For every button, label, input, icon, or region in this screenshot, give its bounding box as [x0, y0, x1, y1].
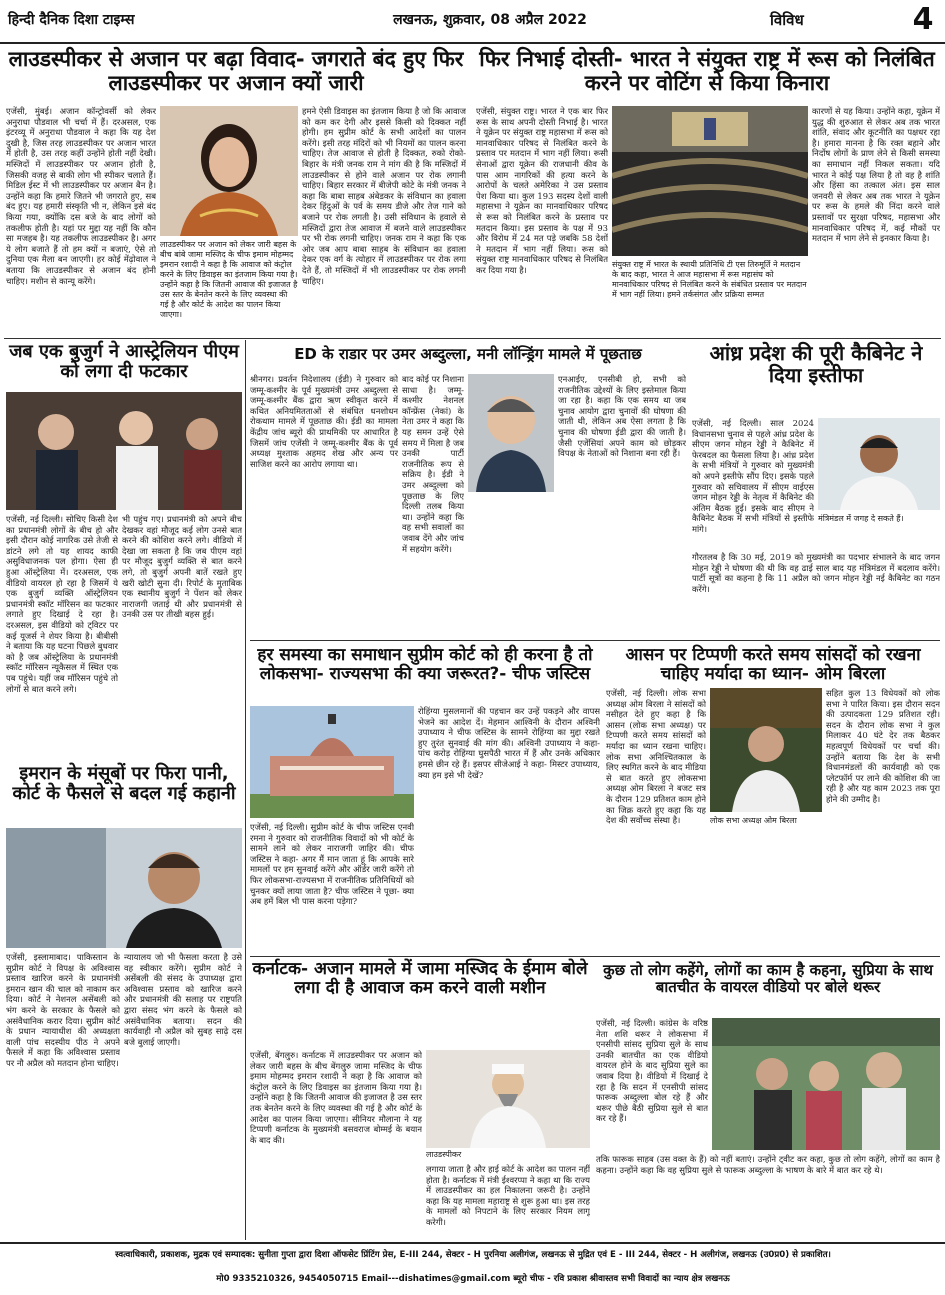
masjid-body-right: लगाया जाता है और हाई कोर्ट के आदेश का पालन नहीं होता है। कर्नाटक में मंत्री ईश्वरप्पा ने कहा था कि राज्य में लाउडस्पीकर का हल निकालना जरूरी है। उन्होंने कहा कि यह मामला महाराष्ट्र से शुरू हुआ था। इस तरह के मामलों को निपटाने के लिए सरकार नियम लागू करेगी।	[426, 1164, 590, 1227]
section-name: विविध	[770, 11, 804, 29]
divider	[245, 340, 246, 1240]
tharoor-body: एजेंसी, नई दिल्ली। कांग्रेस के वरिष्ठ नेता शशि थरूर ने लोकसभा में एनसीपी सांसद सुप्रिया सुले के साथ उनकी बातचीत का एक वीडियो वायरल होने के बाद सुप्रिया सुले का जवाब दिया है। वीडियो में दिखाई दे रहा है कि सदन में एनसीपी सांसद फारूक अब्दुल्ला बोल रहे हैं और थरूर पीछे बैठी सुप्रिया सुले से बात कर रहे हैं।	[596, 1018, 708, 1124]
divider	[250, 956, 940, 957]
tharoor-headline: कुछ तो लोग कहेंगे, लोगों का काम है कहना, सुप्रिया के साथ बातचीत के वायरल वीडियो पर बोले थरूर	[603, 961, 933, 996]
paper-name: हिन्दी दैनिक दिशा टाइम्स	[8, 12, 135, 28]
birla-body-right: सहित कुल 13 विधेयकों को लोक सभा ने पारित किया। इस दौरान सदन की उत्पादकता 129 प्रतिशत रही। सदन के दौरान लोक सभा ने कुल मिलाकर 40 घंटे देर तक बैठकर महत्वपूर्ण विधेयकों पर चर्चा की। उन्होंने बताया कि देश के सभी विधानमंडलों की कार्यवाही को एक प्लेटफॉर्म पर लाने की कोशिश की जा रही है और यह काम 2023 तक पूरा होने की उम्मीद है।	[826, 688, 940, 804]
omar-headline: ED के राडार पर उमर अब्दुल्ला, मनी लॉन्ड्रिंग मामले में पूछताछ	[294, 345, 642, 363]
dateline: लखनऊ, शुक्रवार, 08 अप्रैल 2022	[393, 12, 587, 28]
birla-headline: आसन पर टिप्पणी करते समय सांसदों को रखना चाहिए मर्यादा का ध्यान- ओम बिरला	[625, 645, 921, 685]
elderly-body-right: भी पहुंच गए। प्रधानमंत्री को अपने बीच देखकर वहां मौजूद कई लोग उनसे बात करने की कोशिश करने लगे। वीडियो में देखा जा सकता है कि जब पीएम वहां पर मौजूद बुजुर्ग व्यक्ति से बात करने लगे, तो बुजुर्ग अपनी बातें रखते हुए खरी खोटी सुना दी। रिपोर्ट के मुताबिक एक स्थानीय बुजुर्ग ने पेंशन को लेकर नाराजगी जताई थी और प्रधानमंत्री से उनकी उस पर तीखी बहस हुई।	[122, 514, 242, 620]
andhra-body: एजेंसी, नई दिल्ली। साल 2024 विधानसभा चुनाव से पहले आंध्र प्रदेश के सीएम जगन मोहन रेड्डी ने कैबिनेट में फेरबदल का फैसला लिया है। आंध्र प्रदेश के सभी मंत्रियों ने गुरुवार को मुख्यमंत्री को अपने इस्तीफे सौंप दिए। इसके पहले गुरुवार को सचिवालय में सीएम वाईएस जगन मोहन रेड्डी के नेतृत्व में कैबिनेट की अंतिम बैठक हुई। इसके बाद सीएम ने कैबिनेट बैठक में सभी मंत्रियों से इस्तीफे मांगे।	[692, 418, 814, 534]
un-headline: फिर निभाई दोस्ती- भारत ने संयुक्त राष्ट्र में रूस को निलंबित करने पर वोटिंग से किया किनारा	[479, 47, 935, 95]
tharoor-video-photo	[712, 1018, 940, 1150]
un-body-right: कारणों से यह किया। उन्होंने कहा, यूक्रेन में युद्ध की शुरुआत से लेकर अब तक भारत शांति, संवाद और कूटनीति का पक्षधर रहा है। हमारा मानना है कि रक्त बहाने और निर्दोष लोगों के प्राण लेने से किसी समस्या का समाधान नहीं निकल सकता। यदि भारत ने कोई पक्ष लिया है तो वह है शांति और हिंसा का तत्काल अंत। इस साल जनवरी से लेकर अब तक भारत ने यूक्रेन पर रूस के हमले की निंदा करने वाले प्रस्तावों पर सुरक्षा परिषद, महासभा और मानवाधिकार परिषद में, कई मौकों पर मतदान में भाग लेने से इनकार किया है।	[812, 106, 940, 244]
jagan-photo	[818, 418, 940, 510]
footer-imprint	[0, 1242, 945, 1295]
imran-photo	[6, 828, 242, 948]
andhra-caption: मंत्रिमंडल में जगह दे सकते हैं।	[818, 514, 904, 523]
imran-body-left: एजेंसी, इस्लामाबाद। पाकिस्तान के सुप्रीम कोर्ट ने विपक्ष के अविश्वास प्रस्ताव खारिज करने के प्रधानमंत्री इमरान खान की चाल को नाकाम कर दिया। कोर्ट ने नेशनल असेंबली को भंग करने के सरकार के फैसले को असंवैधानिक करार दिया। सुप्रीम कोर्ट के प्रधान न्यायाधीश की अध्यक्षता वाली पांच सदस्यीय पीठ ने अपने फैसले में कहा कि अविश्वास प्रस्ताव पर नौ अप्रैल को मतदान होना चाहिए।	[6, 952, 120, 1068]
loudspeaker-caption: लाउडस्पीकर पर अजान को लेकर जारी बहस के बीच बांबे जामा मस्जिद के चीफ इमाम मोहम्मद इमरान रशादी ने कहा है कि आवाज को कंट्रोल करने के लिए डिवाइस का इंतजाम किया गया है। उन्होंने कहा है कि जितनी आवाज की इजाजत है उस स्तर के बेनतेन करने के लिए व्यवस्था की गई है और कोर्ट के आदेश का पालन किया जाएगा।	[160, 240, 298, 319]
imprint-line: स्वत्वाधिकारी, प्रकाशक, मुद्रक एवं सम्पादक: सुनीता गुप्ता द्वारा दिशा ऑफसेट प्रिंटिंग प्रेस, E-III 244, सेक्टर - H पुरनिया अलीगंज, लखनऊ से मुद्रित एवं E - III 244, सेक्टर - H अलीगंज, लखनऊ (उ0प्र0) से प्रकाशित।	[115, 1250, 831, 1260]
andhra-body-bottom: गौरतलब है कि 30 मई, 2019 को मुख्यमंत्री का पदभार संभालने के बाद जगन मोहन रेड्डी ने घोषणा की थी कि वह ढाई साल बाद यह मंत्रिमंडल में बदलाव करेंगे। पार्टी सूत्रों का कहना है कि 11 अप्रैल को जगन मोहन रेड्डी नई कैबिनेट का गठन करेंगे।	[692, 552, 940, 594]
imam-photo	[426, 1050, 590, 1148]
elderly-body-left: एजेंसी, नई दिल्ली। सोचिए किसी देश का प्रधानमंत्री लोगों के बीच हो और इसी दौरान कोई नागरिक उसे तेजी से डांटने लगे तो यह शायद काफी असुविधाजनक पल होगा। ऐसा ही हुआ ऑस्ट्रेलिया में। दरअसल, एक वीडियो वायरल हो रहा है जिसमें ये एक बुजुर्ग व्यक्ति ऑस्ट्रेलियन प्रधानमंत्री स्कॉट मॉरिसन का फटकार लगाते हुए दिखाई दे रहा है। दरअसल, इस वीडियो को ट्विटर पर कई यूजर्स ने शेयर किया है। बीबीसी ने बताया कि यह घटना पिछले बुधवार को है जब ऑस्ट्रेलिया के प्रधानमंत्री स्कॉट मॉरिसन न्यूकैसल में स्थित एक पब पहुंचे। यहीं जब मॉरिसन पहुंचे तो लोगों से बात करने लगे।	[6, 514, 118, 694]
birla-body-left: एजेंसी, नई दिल्ली। लोक सभा अध्यक्ष ओम बिरला ने सांसदों को नसीहत देते हुए कहा है कि आसन (लोक सभा अध्यक्ष) पर टिप्पणी करते समय सांसदों को मर्यादा का ध्यान रखना चाहिए। लोक सभा अनिश्चितकाल के लिए स्थगित करने के बाद मीडिया से बात करते हुए लोकसभा अध्यक्ष ओम बिरला ने बजट सत्र के दौरान 129 प्रतिशत काम होने का जिक्र करते हुए कहा कि यह देश की सर्वोच्च संस्था है।	[606, 688, 706, 826]
sc-body-right: रोहिंग्या मुसलमानों की पहचान कर उन्हें पकड़ने और वापस भेजने का आदेश दें। मेहमान आश्विनी के दौरान अश्विनी उपाध्याय ने चीफ जस्टिस के सामने रोहिंग्या का मुद्दा रखते हुए तुरंत सुनवाई की मांग की। अश्विनी उपाध्याय ने कहा- पांच करोड़ रोहिंग्या घुसपैठी भारत में हैं और उनके अधिकार हमसे छीन रहे हैं। इसपर सीजेआई ने कहा- मिस्टर उपाध्याय, क्या हम इसे भी देखें?	[418, 706, 600, 780]
anuradha-photo	[160, 106, 298, 236]
birla-caption: लोक सभा अध्यक्ष ओम बिरला	[710, 816, 797, 825]
divider	[250, 640, 940, 641]
contact-line: मो0 9335210326, 9454050715 Email---dishatimes@gmail.com ब्यूरो चीफ - रवि प्रकाश श्रीवास्तव सभी विवादों का न्याय क्षेत्र लखनऊ	[216, 1274, 730, 1284]
un-body-left: एजेंसी, संयुक्त राष्ट्र। भारत ने एक बार फिर रूस के साथ अपनी दोस्ती निभाई है। भारत ने यूक्रेन पर संयुक्त राष्ट्र महासभा में रूस को मानवाधिकार परिषद से निलंबित करने के प्रस्ताव पर मतदान में भाग नहीं लिया। रूसी सेनाओं द्वारा यूक्रेन की राजधानी कीव के पास आम नागरिकों की हत्या करने के आरोपों के चलते अमेरिका ने उस प्रस्ताव पेश किया था। कुल 193 सदस्य देशों वाली महासभा ने यूक्रेन का मानवाधिकार परिषद से रूस को निलंबित करने के प्रस्ताव पर मतदान किया। इस प्रस्ताव के पक्ष में 93 और विरोध में 24 मत पड़े जबकि 58 देशों ने मतदान में भाग नहीं लिया। रूस को संयुक्त राष्ट्र मानवाधिकार परिषद से निलंबित कर दिया गया है।	[476, 106, 608, 275]
morrison-pub-photo	[6, 392, 242, 510]
loudspeaker-body-left: एजेंसी, मुंबई। अजान कॉन्ट्रोवर्सी को लेकर अनुराधा पौडवाल भी चर्चा में हैं। दरअसल, एक इंटरव्यू में अनुराधा पौडवाल ने कहा कि यह देश दुखी है, जिस तरह लाउडस्पीकर पर अजान भारत में होती है, उस तरह कहीं उन्होंने होती नहीं देखी। मस्जिदों में लाउडस्पीकर पर अजान होती है, जिसकी वजह से बाकी लोग भी स्पीकर चलाते हैं। मिडिल ईस्ट में भी लाउडस्पीकर पर अजान बैन है। उन्होंने कहा कि हमारे जितने भी जगराते हुए, सब बंद हुए। यह हमारी संस्कृति भी न, लेकिन इसे बंद किया गया, क्योंकि दस बजे के बाद लोगों को तकलीफ होती है। यहां पर मुद्दा यह नहीं कि कौन सा मजहब है। यह तकलीफ लाउडस्पीकर है। अगर ये लोग बजाते हैं तो हम क्यों न बजाएं, ऐसे तो दुनिया एक मैला बन जाएगी। हर कोई मेंढ़ोवाल ने बताया कि लाउडस्पीकर से अजान बंद होनी चाहिए। मशीन से कान्यू करेंगे।	[6, 106, 156, 286]
omar-body-mid: बाद कोई पर निशाना साधा है। जम्मू-कश्मीर नेशनल कॉन्फ्रेंस (नेकां) के नेता उमर ने कहा कि यह समन उन्हें ऐसे समय में मिला है जब उनकी पार्टी राजनीतिक रूप से सक्रिय है। ईडी ने उमर अब्दुल्ला को पूछताछ के लिए दिल्ली तलब किया था। उन्होंने कहा कि वह सभी सवालों का जवाब देंगे और जांच में सहयोग करेंगे।	[402, 374, 464, 554]
masjid-body-left: एजेंसी, बेंगलुरु। कर्नाटक में लाउडस्पीकर पर अजान को लेकर जारी बहस के बीच बेंगलुरु जामा मस्जिद के चीफ इमाम मोहम्मद इमरान रशादी ने कहा है कि आवाज को कंट्रोल करने के लिए डिवाइस का इंतजाम किया गया है। उन्होंने कहा है कि जितनी आवाज की इजाजत है उस स्तर तक बेनतेन करने के लिए व्यवस्था की गई है और कोर्ट के आदेश का पालन किया जाएगा। सीनियर मौलाना ने यह टिप्पणी कर्नाटक के मुख्यमंत्री बसवराज बोम्मई के बयान के बाद की।	[250, 1050, 422, 1145]
loudspeaker-body-right: हमने ऐसी डिवाइस का इंतजाम किया है जो कि आवाज को कम कर देगी और इससे किसी को दिक्कत नहीं होगी। हम सुप्रीम कोर्ट के सभी आदेशों का पालन करेंगे। इसी तरह मंदिरों को भी नियमों का पालन करना चाहिए। तेज आवाज से होती है दिक्कत, रुको रोको- बिहार के मंत्री जनक राम ने मांग की है कि मस्जिदों में लाउडस्पीकर से होने वाले अजान पर रोक लगानी चाहिए। बिहार सरकार में बीजेपी कोटे के मंत्री जनक ने कहा कि बाबा साहब अंबेडकर के संविधान का हवाला देकर हिंदुओं के पर्व के समय डीजे और तेज गाने को बजाने पर रोक लगती है। उसी संविधान के हवाले से मस्जिदों द्वारा तेज आवाज में बजने वाले लाउडस्पीकर पर भी रोक लगनी चाहिए। जनक राम ने कहा कि एक ओर जब आप बाबा साहब के संविधान का हवाला देकर एक वर्ग के त्योहार में लाउडस्पीकर पर रोक लगा देते हैं, तो मस्जिदों में भी लाउडस्पीकर पर रोक लगनी चाहिए।	[302, 106, 466, 286]
loudspeaker-headline: लाउडस्पीकर से अजान पर बढ़ा विवाद- जगराते बंद हुए फिर लाउडस्पीकर पर अजान क्यों जारी	[8, 47, 464, 95]
tharoor-body-right: तकि फारूक साहब (उस वक्त के हैं) को नहीं बताएं। उन्होंने ट्वीट कर कहा, कुछ तो लोग कहेंगे, लोगों का काम है कहना। उन्होंने कहा कि वह सुप्रिया सुले से फारूक अब्दुल्ला के भाषण के बारे में बात कर रहे थे।	[596, 1154, 940, 1175]
birla-photo	[710, 688, 822, 812]
elderly-headline: जब एक बुजुर्ग ने आस्ट्रेलियन पीएम को लगा दी फटकार	[9, 341, 239, 383]
supreme-court-photo	[250, 706, 414, 818]
andhra-headline: आंध्र प्रदेश की पूरी कैबिनेट ने दिया इस्तीफा	[709, 341, 923, 388]
imran-headline: इमरान के मंसूबों पर फिरा पानी, कोर्ट के फैसले से बदल गई कहानी	[12, 763, 236, 805]
divider	[4, 338, 941, 339]
imran-body-right: न्यायालय जो भी फैसला करता है उसे वह स्वीकार करेंगे। सुप्रीम कोर्ट ने असेंबली की संसद के उपाध्यक्ष द्वारा अविश्वास प्रस्ताव को खारिज करने और प्रधानमंत्री की सलाह पर राष्ट्रपति द्वारा संसद भंग करने के फैसले को असंवैधानिक बताया। सदन की कार्यवाही नौ अप्रैल को सुबह साढ़े दस बजे बुलाई जाएगी।	[124, 952, 242, 1047]
un-assembly-photo	[612, 106, 808, 256]
masjid-caption: लाउडस्पीकर	[426, 1150, 462, 1159]
omar-photo	[468, 374, 554, 492]
masjid-headline: कर्नाटक- अजान मामले में जामा मस्जिद के ईमाम बोले लगा दी है आवाज कम करने वाली मशीन	[252, 959, 588, 999]
sc-headline: हर समस्या का समाधान सुप्रीम कोर्ट को ही करना है तो लोकसभा- राज्यसभा की क्या जरूरत?- चीफ जस्टिस	[257, 645, 593, 685]
omar-body-right: एनआईए, एनसीबी हो, सभी को राजनीतिक उद्देश्यों के लिए इस्तेमाल किया जा रहा है। कहा कि एक समय था जब चुनाव आयोग द्वारा चुनावों की घोषणा की जाती थी, लेकिन अब ऐसा लगता है कि चुनाव की घोषणा ईडी द्वारा की जाती है। जैसी एजेंसियां अपने काम को छोड़कर विपक्ष के नेताओं को निशाना बना रही हैं।	[558, 374, 686, 459]
sc-body-left: एजेंसी, नई दिल्ली। सुप्रीम कोर्ट के चीफ जस्टिस एनवी रमना ने गुरुवार को राजनीतिक विवादों को भी कोर्ट के सामने लाने को लेकर नाराजगी जाहिर की। चीफ जस्टिस ने कहा- अगर मैं मान जाता हूं कि आपके सारे मामलों पर हम सुनवाई करेंगे और ऑर्डर जारी करेंगे तो फिर लोकसभा-राज्यसभा में राजनीतिक प्रतिनिधियों को चुनकर क्यों लाया जाता है? चीफ जस्टिस ने पूछा- क्या अब हमें बिल भी पास करना पड़ेगा?	[250, 822, 414, 907]
omar-body-left: श्रीनगर। प्रवर्तन निदेशालय (ईडी) ने गुरुवार को जम्मू-कश्मीर के पूर्व मुख्यमंत्री उमर अब्दुल्ला से जम्मू-कश्मीर बैंक द्वारा ऋण स्वीकृत करने में कथित अनियमितताओं से संबंधित धनशोधन रोकथाम मामले में पूछताछ की। ईडी का मामला केंद्रीय जांच ब्यूरो की प्राथमिकी पर आधारित है जिसमें जांच एजेंसी ने जम्मू-कश्मीर बैंक के पूर्व अध्यक्ष मुश्ताक अहमद शेख और अन्य पर साजिश करने का आरोप लगाया था।	[250, 374, 398, 469]
page-number: 4	[912, 2, 934, 37]
un-caption: संयुक्त राष्ट्र में भारत के स्थायी प्रतिनिधि टी एस तिरुमूर्ति ने मतदान के बाद कहा, भारत ने आज महासभा में रूस महासंघ को मानवाधिकार परिषद से निलंबित करने के संबंधित प्रस्ताव पर मतदान में भाग नहीं लिया। हमने तर्कसंगत और प्रक्रिया सम्मत	[612, 260, 807, 299]
masthead	[0, 0, 945, 44]
